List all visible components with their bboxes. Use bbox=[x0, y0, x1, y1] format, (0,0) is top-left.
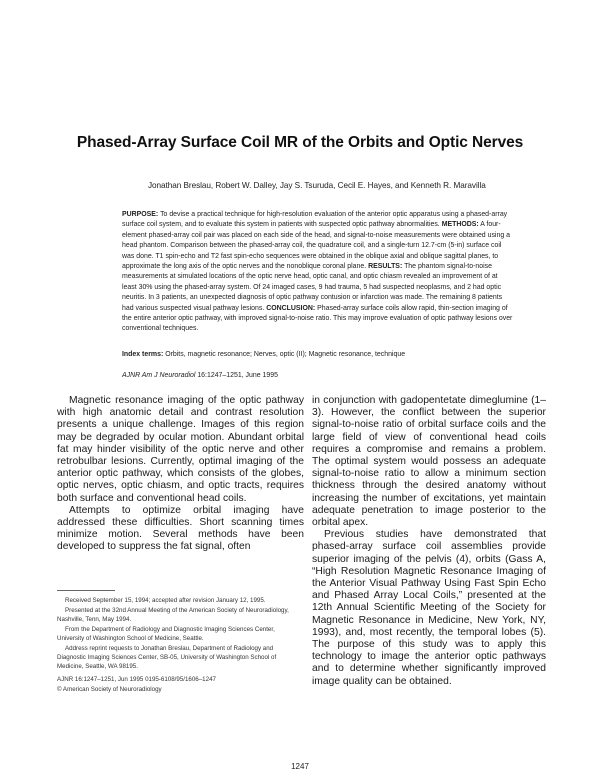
footnotes bbox=[57, 590, 293, 695]
footnote-affiliation: From the Department of Radiology and Diagnostic Imaging Sciences Center, University of Washington School of Medicine, Seattle. bbox=[57, 626, 275, 642]
footnote-copyright: © American Society of Neuroradiology bbox=[57, 686, 162, 693]
index-terms-text: Orbits, magnetic resonance; Nerves, optic (II); Magnetic resonance, technique bbox=[165, 351, 406, 358]
index-terms bbox=[122, 350, 513, 360]
footnote-issn: AJNR 16:1247–1251, Jun 1995 0195-6108/95/1606–1247 bbox=[57, 676, 216, 683]
abstract bbox=[122, 210, 513, 335]
article-title: Phased-Array Surface Coil MR of the Orbits and Optic Nerves bbox=[76, 134, 524, 151]
body-paragraph: Previous studies have demonstrated that phased-array surface coil assemblies provide superior imaging of the pelvis (4), orbits (Gass A, “High Resolution Magnetic Resonance Imaging of the Anterior Visual Pathway Using Fast Spin Echo and Phased Array Local Coils,” presented at the 12th Annual Scientific Meeting of the Society for Magnetic Resonance in Medicine, New York, NY, 1993), and, most recently, the temporal lobes (5). The purpose of this study was to apply this technology to image the anterior optic pathways and to determine whether significantly improved image quality can be obtained. bbox=[312, 529, 546, 687]
page-number: 1247 bbox=[291, 762, 309, 771]
abstract-purpose-text: To devise a practical technique for high-resolution evaluation of the anterior optic apparatus using a phased-array surface coil system, and to evaluate this system in patients with suspected optic pathway abnormalities. bbox=[122, 211, 508, 229]
abstract-conclusion-label: CONCLUSION: bbox=[266, 304, 316, 312]
citation-details: 16:1247–1251, June 1995 bbox=[197, 372, 278, 379]
abstract-methods-text: A four-element phased-array coil pair was placed on each side of the head, and signal-to-noise measurements were obtained using a head phantom. Comparison between the phased-array coil, the quadrature coil, and a single-turn 12.7-cm (5-in) surface coil was done. T1 spin-echo and T2 fast spin-echo sequences were obtained in the oblique axial and oblique sagittal planes, to approximate the long axis of the optic nerves and the nonoblique coronal plane. bbox=[122, 221, 510, 271]
footnote-received: Received September 15, 1994; accepted after revision January 12, 1995. bbox=[65, 597, 266, 604]
index-terms-label: Index terms: bbox=[122, 351, 164, 358]
body-column-right bbox=[312, 395, 546, 688]
body-column-left bbox=[57, 395, 304, 554]
footnote-presented: Presented at the 32nd Annual Meeting of the American Society of Neuroradiology, Nashville, Tenn, May 1994. bbox=[57, 607, 289, 623]
abstract-results-label: RESULTS: bbox=[368, 263, 403, 271]
footnote-reprints: Address reprint requests to Jonathan Breslau, Department of Radiology and Diagnostic Imaging Sciences Center, SB-05, University of Washington School of Medicine, Seattle, WA 98195. bbox=[57, 645, 277, 670]
citation-journal: AJNR Am J Neuroradiol bbox=[122, 372, 196, 379]
abstract-methods-label: METHODS: bbox=[441, 221, 479, 229]
body-paragraph: Magnetic resonance imaging of the optic pathway with high anatomic detail and contrast resolution presents a unique challenge. Images of this region may be degraded by ocular motion. Abundant orbital fat may hinder visibility of the optic nerve and other retrobulbar lesions. Currently, optimal imaging of the anterior optic pathway, which consists of the globes, optic nerves, optic chiasm, and optic tracts, requires both surface and conventional head coils. bbox=[57, 395, 304, 504]
abstract-conclusion-text: Phased-array surface coils allow rapid, thin-section imaging of the entire anterior optic pathway, with improved signal-to-noise ratio. This may improve evaluation of optic pathway lesions over conventional techniques. bbox=[122, 304, 513, 333]
body-paragraph: Attempts to optimize orbital imaging have addressed these difficulties. Short scanning times minimize motion. Several methods have been developed to suppress the fat signal, often bbox=[57, 504, 304, 553]
body-paragraph: in conjunction with gadopentetate dimeglumine (1–3). However, the conflict between the superior signal-to-noise ratio of orbital surface coils and the large field of view of conventional head coils requires a compromise and remains a problem. The optimal system would possess an adequate signal-to-noise ratio to allow a minimum section thickness through the desired anatomy without increasing the number of excitations, yet maintain adequate penetration to image posterior to the orbital apex. bbox=[312, 395, 546, 529]
abstract-results-text: The phantom signal-to-noise measurements at simulated locations of the optic nerve head, optic canal, and optic chiasm revealed an improvement of at least 30% using the phased-array system. Of 24 imaged cases, 9 had trauma, 5 had suspected neoplasms, and 2 had optic neuritis. In 3 patients, an unexpected diagnosis of optic pathway contusion or infarction was made. The remaining 8 patients had various suspected visual pathway lesions. bbox=[122, 263, 503, 312]
author-list: Jonathan Breslau, Robert W. Dalley, Jay S. Tsuruda, Cecil E. Hayes, and Kenneth R. Maravilla bbox=[148, 181, 486, 190]
abstract-purpose-label: PURPOSE: bbox=[122, 211, 159, 218]
journal-citation bbox=[122, 372, 513, 379]
